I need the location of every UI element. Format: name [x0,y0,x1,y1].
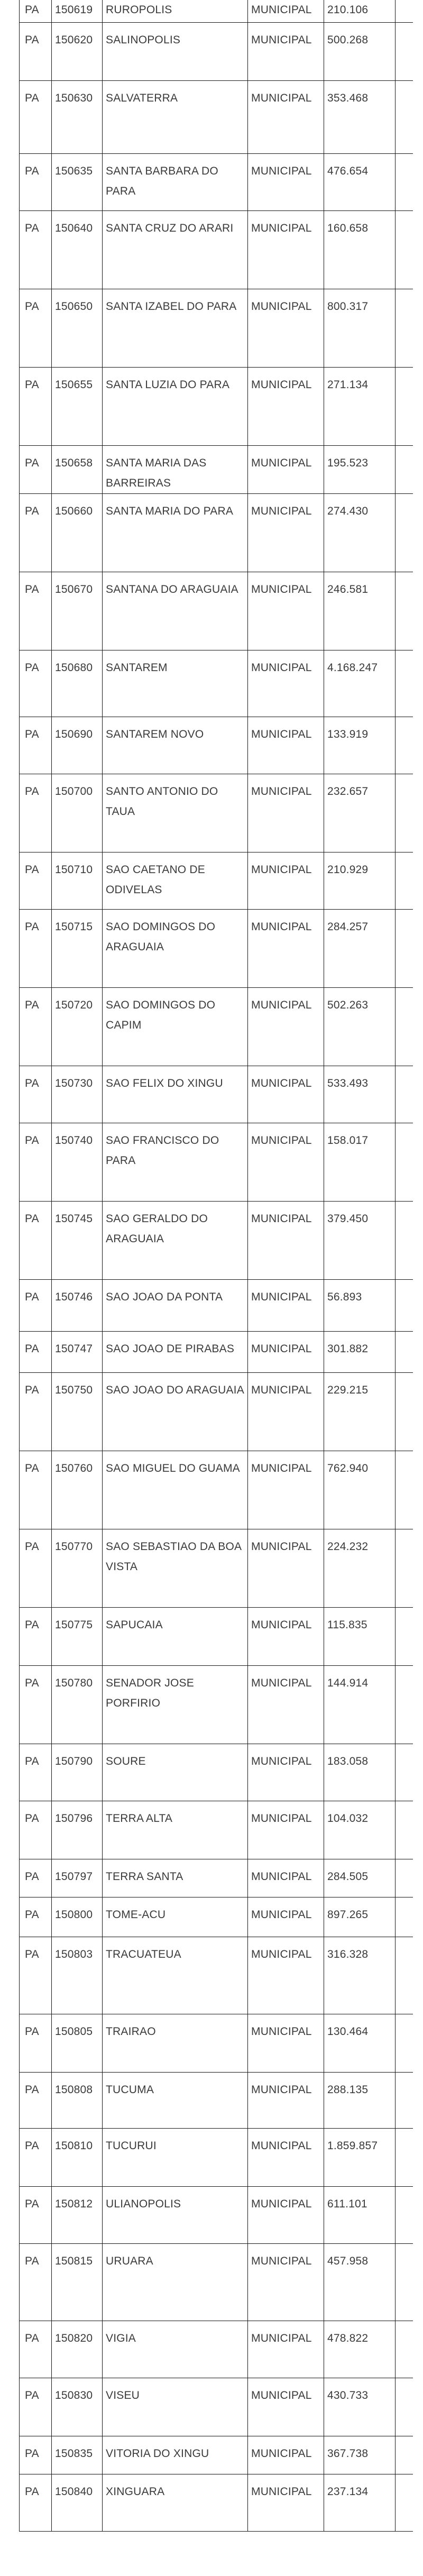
cell-uf: PA [20,1607,52,1665]
cell-value: 130.464 [324,2014,396,2072]
cell-blank [396,0,413,22]
cell-blank [396,2072,413,2128]
cell-municipality: SAO CAETANO DE ODIVELAS [103,852,248,909]
cell-code: 150670 [52,572,103,650]
cell-municipality: VITORIA DO XINGU [103,2436,248,2474]
cell-blank [396,2128,413,2186]
cell-uf: PA [20,1937,52,2014]
cell-sphere: MUNICIPAL [248,0,324,22]
cell-municipality: TUCUMA [103,2072,248,2128]
cell-blank [396,210,413,289]
cell-sphere: MUNICIPAL [248,1937,324,2014]
cell-blank [396,2474,413,2531]
cell-value: 762.940 [324,1451,396,1529]
cell-uf: PA [20,1451,52,1529]
table-row [20,2321,413,2378]
cell-code: 150808 [52,2072,103,2128]
cell-value: 144.914 [324,1665,396,1744]
cell-code: 150830 [52,2378,103,2436]
cell-municipality: SANTAREM [103,650,248,717]
cell-value: 133.919 [324,717,396,774]
cell-value: 288.135 [324,2072,396,2128]
cell-value: 158.017 [324,1123,396,1201]
cell-code: 150790 [52,1744,103,1801]
cell-uf: PA [20,572,52,650]
cell-value: 284.257 [324,909,396,987]
table-row [20,1607,413,1665]
cell-code: 150810 [52,2128,103,2186]
cell-value: 430.733 [324,2378,396,2436]
cell-sphere: MUNICIPAL [248,1201,324,1279]
cell-municipality: SAO GERALDO DO ARAGUAIA [103,1201,248,1279]
table-row [20,1451,413,1529]
table-row [20,572,413,650]
cell-value: 476.654 [324,153,396,210]
cell-sphere: MUNICIPAL [248,22,324,80]
table-row [20,80,413,153]
cell-municipality: SAO JOAO DA PONTA [103,1279,248,1331]
cell-value: 284.505 [324,1859,396,1897]
cell-municipality: SAO DOMINGOS DO CAPIM [103,987,248,1066]
cell-code: 150720 [52,987,103,1066]
table-row [20,2014,413,2072]
cell-sphere: MUNICIPAL [248,80,324,153]
cell-uf: PA [20,153,52,210]
cell-code: 150630 [52,80,103,153]
cell-value: 379.450 [324,1201,396,1279]
cell-blank [396,1665,413,1744]
cell-municipality: SANTANA DO ARAGUAIA [103,572,248,650]
cell-sphere: MUNICIPAL [248,1123,324,1201]
table-row [20,1123,413,1201]
cell-sphere: MUNICIPAL [248,1066,324,1123]
cell-municipality: VISEU [103,2378,248,2436]
cell-sphere: MUNICIPAL [248,493,324,572]
cell-uf: PA [20,2436,52,2474]
cell-blank [396,774,413,852]
cell-blank [396,1123,413,1201]
cell-value: 502.263 [324,987,396,1066]
cell-blank [396,2378,413,2436]
cell-blank [396,2014,413,2072]
cell-value: 210.106 [324,0,396,22]
table-row [20,1331,413,1372]
cell-value: 274.430 [324,493,396,572]
cell-value: 210.929 [324,852,396,909]
cell-sphere: MUNICIPAL [248,1279,324,1331]
cell-sphere: MUNICIPAL [248,717,324,774]
table-row [20,2378,413,2436]
cell-uf: PA [20,2186,52,2243]
cell-uf: PA [20,2243,52,2321]
cell-value: 232.657 [324,774,396,852]
cell-municipality: SENADOR JOSE PORFIRIO [103,1665,248,1744]
cell-value: 611.101 [324,2186,396,2243]
cell-municipality: SAO FELIX DO XINGU [103,1066,248,1123]
cell-municipality: TUCURUI [103,2128,248,2186]
cell-municipality: SAO DOMINGOS DO ARAGUAIA [103,909,248,987]
cell-code: 150740 [52,1123,103,1201]
cell-code: 150835 [52,2436,103,2474]
table-row [20,2474,413,2531]
cell-blank [396,2243,413,2321]
table-row [20,210,413,289]
cell-uf: PA [20,1123,52,1201]
cell-municipality: SANTA IZABEL DO PARA [103,289,248,367]
cell-municipality: SANTAREM NOVO [103,717,248,774]
table-row [20,367,413,445]
cell-uf: PA [20,1665,52,1744]
cell-code: 150803 [52,1937,103,2014]
cell-value: 160.658 [324,210,396,289]
cell-sphere: MUNICIPAL [248,572,324,650]
cell-uf: PA [20,2474,52,2531]
cell-sphere: MUNICIPAL [248,1331,324,1372]
cell-code: 150619 [52,0,103,22]
cell-uf: PA [20,852,52,909]
cell-municipality: SAO MIGUEL DO GUAMA [103,1451,248,1529]
cell-uf: PA [20,1859,52,1897]
cell-blank [396,153,413,210]
cell-sphere: MUNICIPAL [248,1859,324,1897]
cell-code: 150680 [52,650,103,717]
cell-blank [396,1279,413,1331]
cell-sphere: MUNICIPAL [248,650,324,717]
cell-code: 150650 [52,289,103,367]
cell-uf: PA [20,80,52,153]
table-row [20,0,413,22]
cell-value: 800.317 [324,289,396,367]
table-row [20,2186,413,2243]
cell-code: 150775 [52,1607,103,1665]
cell-value: 56.893 [324,1279,396,1331]
cell-sphere: MUNICIPAL [248,2186,324,2243]
cell-blank [396,445,413,493]
cell-code: 150715 [52,909,103,987]
cell-municipality: SAPUCAIA [103,1607,248,1665]
cell-uf: PA [20,22,52,80]
table-row [20,2243,413,2321]
table-row [20,1937,413,2014]
cell-sphere: MUNICIPAL [248,1607,324,1665]
table-row [20,289,413,367]
cell-municipality: SAO JOAO DE PIRABAS [103,1331,248,1372]
table-row [20,1744,413,1801]
table-row [20,909,413,987]
cell-blank [396,1331,413,1372]
cell-code: 150820 [52,2321,103,2378]
cell-blank [396,1897,413,1937]
cell-uf: PA [20,987,52,1066]
cell-municipality: SANTA LUZIA DO PARA [103,367,248,445]
cell-sphere: MUNICIPAL [248,1744,324,1801]
cell-sphere: MUNICIPAL [248,2243,324,2321]
cell-code: 150800 [52,1897,103,1937]
cell-blank [396,493,413,572]
municipality-table [19,0,413,2532]
cell-municipality: URUARA [103,2243,248,2321]
cell-sphere: MUNICIPAL [248,153,324,210]
cell-sphere: MUNICIPAL [248,774,324,852]
cell-value: 183.058 [324,1744,396,1801]
cell-code: 150710 [52,852,103,909]
cell-blank [396,80,413,153]
cell-value: 478.822 [324,2321,396,2378]
cell-sphere: MUNICIPAL [248,2072,324,2128]
cell-value: 316.328 [324,1937,396,2014]
cell-uf: PA [20,2128,52,2186]
cell-uf: PA [20,493,52,572]
cell-sphere: MUNICIPAL [248,852,324,909]
table-row [20,774,413,852]
cell-blank [396,1744,413,1801]
cell-blank [396,1937,413,2014]
cell-sphere: MUNICIPAL [248,1665,324,1744]
cell-blank [396,2321,413,2378]
cell-code: 150840 [52,2474,103,2531]
cell-sphere: MUNICIPAL [248,2378,324,2436]
cell-code: 150760 [52,1451,103,1529]
table-row [20,650,413,717]
cell-value: 104.032 [324,1801,396,1859]
table-row [20,1665,413,1744]
cell-blank [396,1607,413,1665]
cell-municipality: SAO SEBASTIAO DA BOA VISTA [103,1529,248,1607]
cell-code: 150747 [52,1331,103,1372]
cell-uf: PA [20,1744,52,1801]
cell-blank [396,289,413,367]
cell-uf: PA [20,2321,52,2378]
table-row [20,22,413,80]
cell-code: 150640 [52,210,103,289]
cell-value: 195.523 [324,445,396,493]
cell-blank [396,650,413,717]
cell-municipality: TRACUATEUA [103,1937,248,2014]
cell-uf: PA [20,2072,52,2128]
cell-sphere: MUNICIPAL [248,987,324,1066]
cell-blank [396,987,413,1066]
cell-blank [396,852,413,909]
table-row [20,1372,413,1451]
cell-code: 150750 [52,1372,103,1451]
cell-value: 897.265 [324,1897,396,1937]
cell-uf: PA [20,445,52,493]
cell-blank [396,1859,413,1897]
table-row [20,1859,413,1897]
cell-uf: PA [20,1372,52,1451]
cell-uf: PA [20,367,52,445]
cell-sphere: MUNICIPAL [248,1897,324,1937]
cell-municipality: TOME-ACU [103,1897,248,1937]
table-row [20,1279,413,1331]
table-row [20,1529,413,1607]
cell-uf: PA [20,0,52,22]
cell-code: 150770 [52,1529,103,1607]
cell-blank [396,1801,413,1859]
cell-uf: PA [20,717,52,774]
cell-value: 533.493 [324,1066,396,1123]
cell-uf: PA [20,1279,52,1331]
cell-code: 150746 [52,1279,103,1331]
cell-municipality: SALVATERRA [103,80,248,153]
cell-uf: PA [20,1801,52,1859]
cell-value: 271.134 [324,367,396,445]
cell-uf: PA [20,2378,52,2436]
cell-uf: PA [20,1201,52,1279]
cell-sphere: MUNICIPAL [248,1372,324,1451]
table-row [20,153,413,210]
cell-blank [396,1529,413,1607]
table-row [20,1801,413,1859]
cell-blank [396,22,413,80]
cell-blank [396,1451,413,1529]
cell-sphere: MUNICIPAL [248,909,324,987]
table-body [20,0,413,2531]
cell-value: 367.738 [324,2436,396,2474]
cell-municipality: TERRA ALTA [103,1801,248,1859]
cell-sphere: MUNICIPAL [248,2014,324,2072]
table-row [20,717,413,774]
table-row [20,2436,413,2474]
cell-sphere: MUNICIPAL [248,2321,324,2378]
table-row [20,445,413,493]
cell-code: 150690 [52,717,103,774]
cell-blank [396,2436,413,2474]
cell-blank [396,717,413,774]
table-row [20,987,413,1066]
cell-uf: PA [20,909,52,987]
table-row [20,2128,413,2186]
cell-code: 150745 [52,1201,103,1279]
cell-sphere: MUNICIPAL [248,2128,324,2186]
cell-municipality: TERRA SANTA [103,1859,248,1897]
table-row [20,1897,413,1937]
cell-blank [396,572,413,650]
cell-blank [396,1066,413,1123]
cell-value: 353.468 [324,80,396,153]
cell-code: 150812 [52,2186,103,2243]
cell-municipality: SALINOPOLIS [103,22,248,80]
table-row [20,493,413,572]
cell-municipality: SANTO ANTONIO DO TAUA [103,774,248,852]
cell-value: 246.581 [324,572,396,650]
cell-uf: PA [20,1066,52,1123]
cell-code: 150797 [52,1859,103,1897]
cell-code: 150660 [52,493,103,572]
cell-sphere: MUNICIPAL [248,2474,324,2531]
table-row [20,2072,413,2128]
cell-municipality: SANTA BARBARA DO PARA [103,153,248,210]
cell-uf: PA [20,1529,52,1607]
cell-code: 150780 [52,1665,103,1744]
cell-blank [396,1201,413,1279]
cell-value: 237.134 [324,2474,396,2531]
cell-code: 150700 [52,774,103,852]
cell-municipality: TRAIRAO [103,2014,248,2072]
cell-code: 150730 [52,1066,103,1123]
cell-value: 1.859.857 [324,2128,396,2186]
cell-value: 115.835 [324,1607,396,1665]
cell-sphere: MUNICIPAL [248,1529,324,1607]
cell-code: 150635 [52,153,103,210]
table-row [20,852,413,909]
cell-value: 500.268 [324,22,396,80]
cell-municipality: RUROPOLIS [103,0,248,22]
cell-sphere: MUNICIPAL [248,445,324,493]
cell-code: 150815 [52,2243,103,2321]
cell-municipality: SOURE [103,1744,248,1801]
cell-code: 150805 [52,2014,103,2072]
cell-municipality: SANTA MARIA DO PARA [103,493,248,572]
cell-blank [396,2186,413,2243]
cell-uf: PA [20,1897,52,1937]
cell-municipality: SAO FRANCISCO DO PARA [103,1123,248,1201]
cell-municipality: SANTA MARIA DAS BARREIRAS [103,445,248,493]
cell-uf: PA [20,289,52,367]
cell-uf: PA [20,1331,52,1372]
cell-value: 4.168.247 [324,650,396,717]
cell-sphere: MUNICIPAL [248,1801,324,1859]
cell-municipality: XINGUARA [103,2474,248,2531]
cell-code: 150620 [52,22,103,80]
cell-uf: PA [20,774,52,852]
cell-uf: PA [20,650,52,717]
table-row [20,1066,413,1123]
cell-municipality: ULIANOPOLIS [103,2186,248,2243]
cell-blank [396,909,413,987]
cell-sphere: MUNICIPAL [248,367,324,445]
cell-municipality: VIGIA [103,2321,248,2378]
table-row [20,1201,413,1279]
cell-blank [396,1372,413,1451]
cell-municipality: SAO JOAO DO ARAGUAIA [103,1372,248,1451]
cell-sphere: MUNICIPAL [248,1451,324,1529]
cell-sphere: MUNICIPAL [248,289,324,367]
cell-value: 457.958 [324,2243,396,2321]
cell-value: 224.232 [324,1529,396,1607]
cell-municipality: SANTA CRUZ DO ARARI [103,210,248,289]
cell-value: 301.882 [324,1331,396,1372]
cell-code: 150658 [52,445,103,493]
cell-code: 150796 [52,1801,103,1859]
cell-value: 229.215 [324,1372,396,1451]
cell-blank [396,367,413,445]
cell-uf: PA [20,2014,52,2072]
cell-sphere: MUNICIPAL [248,2436,324,2474]
cell-code: 150655 [52,367,103,445]
cell-sphere: MUNICIPAL [248,210,324,289]
cell-uf: PA [20,210,52,289]
